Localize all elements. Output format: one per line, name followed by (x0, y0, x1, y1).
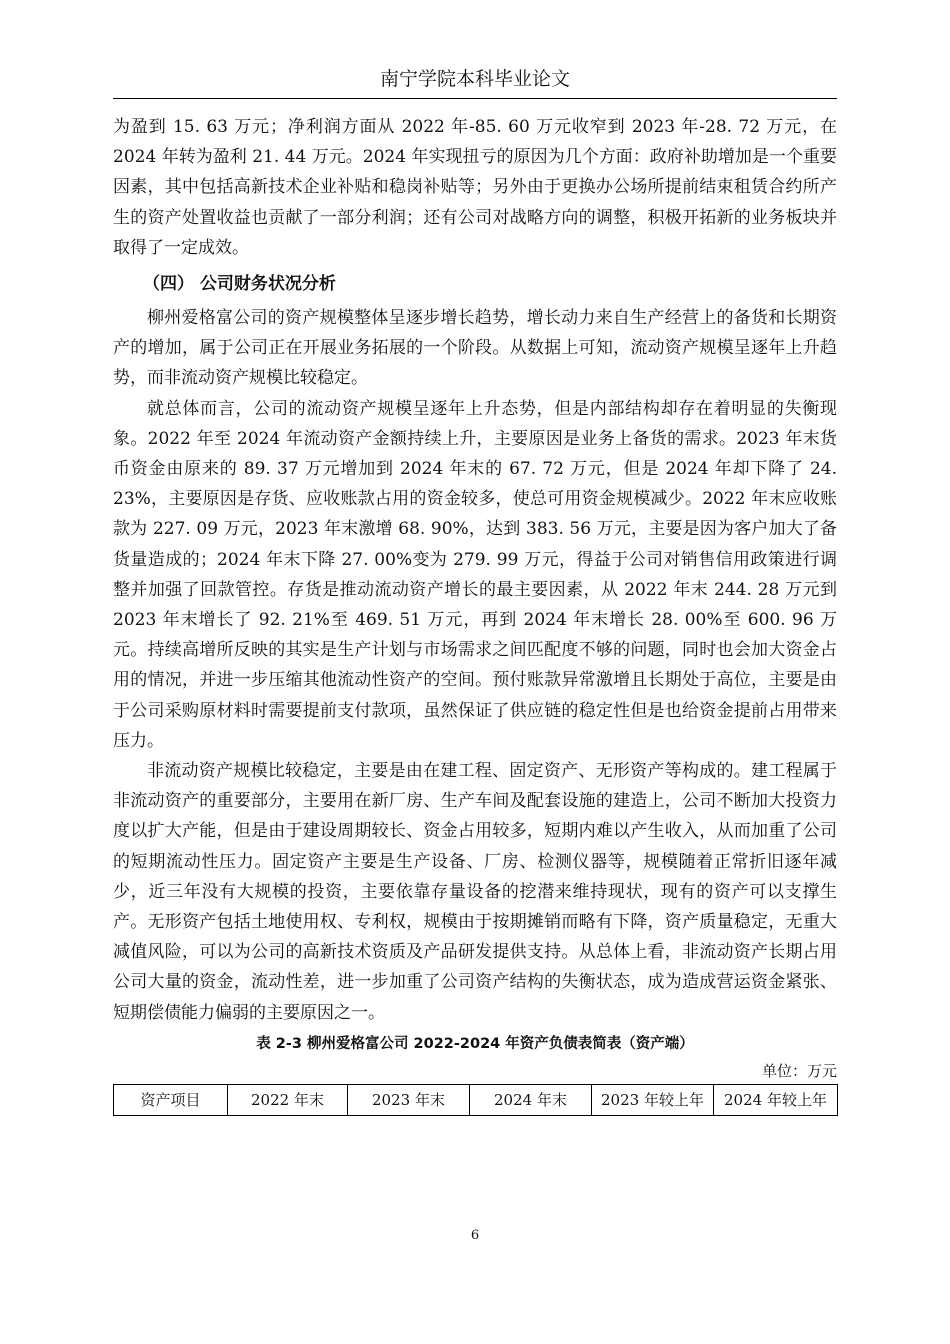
paragraph-asset-overview: 柳州爱格富公司的资产规模整体呈逐步增长趋势，增长动力来自生产经营上的备货和长期资产的增加，属于公司正在开展业务拓展的一个阶段。从数据上可知，流动资产规模呈逐年上升趋势，而非流动资产规模比较稳定。 (113, 308, 837, 389)
table-header-cell: 2024 年较上年 (714, 1084, 838, 1115)
thesis-header-title: 南宁学院本科毕业论文 (379, 68, 570, 90)
page-body (113, 112, 837, 1116)
table-unit: 单位：万元 (761, 1061, 837, 1080)
section-heading: （四） 公司财务状况分析 (143, 274, 336, 295)
table-header-cell: 2023 年末 (348, 1084, 470, 1115)
balance-sheet-table (113, 1084, 838, 1116)
running-header (113, 64, 837, 99)
table-header-cell: 资产项目 (114, 1084, 228, 1115)
table-header-row (114, 1084, 838, 1115)
paragraph-current-assets: 就总体而言，公司的流动资产规模呈逐年上升态势，但是内部结构却存在着明显的失衡现象。2022 年至 2024 年流动资产金额持续上升，主要原因是业务上备货的需求。2023 年末货币资金由原来的 89. 37 万元增加到 2024 年末的 67. 72 万元，但是 2024 年却下降了 24. 23%，主要原因是存货、应收账款占用的资金较多，使总可用资金规模减少。2022 年末应收账款为 227. 09 万元，2023 年末激增 68. 90%，达到 383. 56 万元，主要是因为客户加大了备货量造成的；2024 年末下降 27. 00%变为 279. 99 万元，得益于公司对销售信用政策进行调整并加强了回款管控。存货是推动流动资产增长的最主要因素，从 2022 年末 244. 28 万元到 2023 年末增长了 92. 21%至 469. 51 万元，再到 2024 年末增长 28. 00%至 600. 96 万元。持续高增所反映的其实是生产计划与市场需求之间匹配度不够的问题，同时也会加大资金占用的情况，并进一步压缩其他流动性资产的空间。预付账款异常激增且长期处于高位，主要是由于公司采购原材料时需要提前支付款项，虽然保证了供应链的稳定性但是也给资金提前占用带来压力。 (113, 398, 837, 751)
paragraph-noncurrent-assets: 非流动资产规模比较稳定，主要是由在建工程、固定资产、无形资产等构成的。建工程属于非流动资产的重要部分，主要用在新厂房、生产车间及配套设施的建造上，公司不断加大投资力度以扩大产能，但是由于建设周期较长、资金占用较多，短期内难以产生收入，从而加重了公司的短期流动性压力。固定资产主要是生产设备、厂房、检测仪器等，规模随着正常折旧逐年减少，近三年没有大规模的投资，主要依靠存量设备的挖潜来维持现状，现有的资产可以支撑生产。无形资产包括土地使用权、专利权，规模由于按期摊销而略有下降，资产质量稳定，无重大减值风险，可以为公司的高新技术资质及产品研发提供支持。从总体上看，非流动资产长期占用公司大量的资金，流动性差，进一步加重了公司资产结构的失衡状态，成为造成营运资金紧张、短期偿债能力偏弱的主要原因之一。 (113, 761, 837, 1023)
table-header-cell: 2023 年较上年 (592, 1084, 714, 1115)
paragraph-profit-continuation: 为盈到 15. 63 万元；净利润方面从 2022 年-85. 60 万元收窄到 2023 年-28. 72 万元，在 2024 年转为盈利 21. 44 万元。2024 年实现扭亏的原因为几个方面：政府补助增加是一个重要因素，其中包括高新技术企业补贴和稳岗补贴等；另外由于更换办公场所提前结束租赁合约所产生的资产处置收益也贡献了一部分利润；还有公司对战略方向的调整，积极开拓新的业务板块并取得了一定成效。 (113, 117, 837, 258)
page-number: 6 (470, 1228, 480, 1243)
table-caption: 表 2-3 柳州爱格富公司 2022-2024 年资产负债表简表（资产端） (256, 1035, 694, 1052)
table-header-cell: 2022 年末 (228, 1084, 348, 1115)
table-header-cell: 2024 年末 (470, 1084, 592, 1115)
